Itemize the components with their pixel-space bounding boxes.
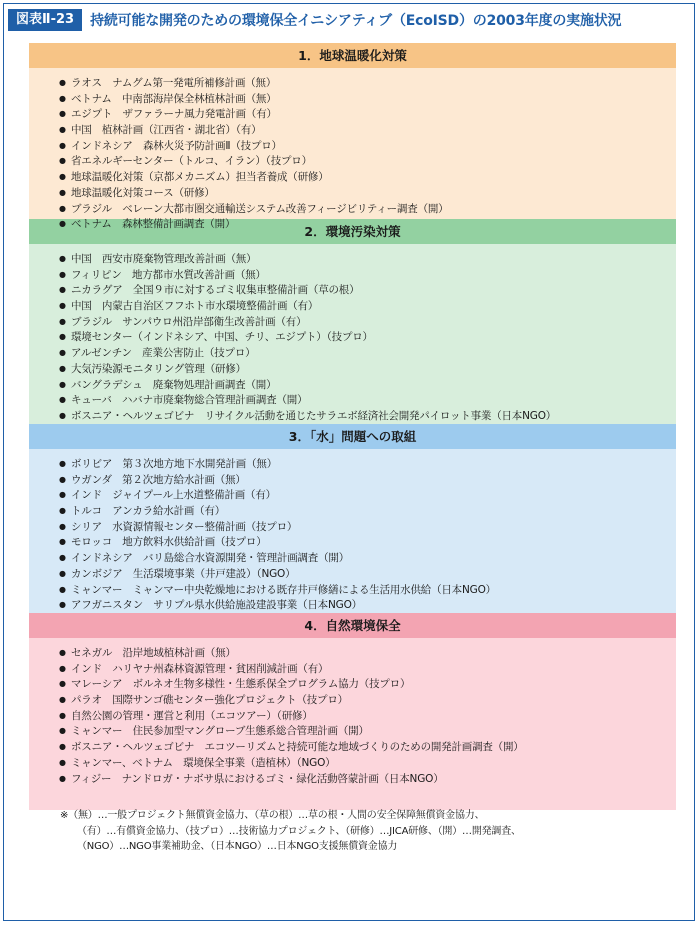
list-item [29,708,676,724]
list-item [29,282,676,298]
bullet-icon: ● [59,219,66,229]
list-item-text: 地球温暖化対策（京都メカニズム）担当者養成（研修） [71,171,329,184]
list-item [29,771,676,787]
list-item [29,298,676,314]
bullet-icon: ● [59,474,66,484]
bullet-icon: ● [59,742,66,752]
list-item-text: 大気汚染源モニタリング管理（研修） [71,362,246,375]
note-line: ※（無）…一般プロジェクト無償資金協力、（草の根）…草の根・人間の安全保障無償資金協力、 [60,810,485,821]
list-item-text: ミャンマー、ベトナム 環境保全事業（造植林）（NGO） [71,756,336,769]
bullet-icon: ● [59,140,66,150]
list-item-text: ボスニア・ヘルツェゴビナ リサイクル活動を通じたサラエボ経済社会開発パイロット事業（日本NGO） [71,409,557,422]
list-item [29,755,676,771]
bullet-icon: ● [59,348,66,358]
legend-notes [60,808,660,855]
bullet-icon: ● [59,93,66,103]
list-item [29,550,676,566]
list-item-text: シリア 水資源情報センター整備計画（技プロ） [71,520,298,533]
bullet-icon: ● [59,568,66,578]
note-line: （NGO）…NGO事業補助金、（日本NGO）…日本NGO支援無償資金協力 [77,841,398,852]
list-item [29,169,676,185]
bullet-icon: ● [59,316,66,326]
list-item-text: ウガンダ 第２次地方給水計画（無） [71,473,246,486]
list-item [29,739,676,755]
list-item-text: モロッコ 地方飲料水供給計画（技プロ） [71,536,267,549]
list-item [29,456,676,472]
list-item-text: ボスニア・ヘルツェゴビナ エコツーリズムと持続可能な地域づくりのための開発計画調査（開） [71,741,524,754]
list-item-text: ブラジル ベレーン大都市圏交通輸送システム改善フィージビリティー調査（開） [71,202,449,215]
list-item-text: アルゼンチン 産業公害防止（技プロ） [71,347,256,360]
bullet-icon: ● [59,285,66,295]
bullet-icon: ● [59,379,66,389]
list-item [29,377,676,393]
bullet-icon: ● [59,187,66,197]
list-item-text: インド ハリヤナ州森林資源管理・貧困削減計画（有） [71,662,329,675]
bullet-icon: ● [59,254,66,263]
bullet-icon: ● [59,332,66,342]
bullet-icon: ● [59,269,66,279]
list-item-text: 地球温暖化対策コース（研修） [71,186,215,199]
list-item-text: ベトナム 森林整備計画調査（開） [71,218,236,231]
list-item [29,185,676,201]
section-body [29,638,676,810]
section-body [29,449,676,613]
list-item [29,106,676,122]
bullet-icon: ● [59,203,66,213]
bullet-icon: ● [59,773,66,783]
list-item-text: パラオ 国際サンゴ礁センター強化プロジェクト（技プロ） [71,694,348,707]
section-heading: 2．環境汚染対策 [29,219,676,244]
list-item [29,392,676,408]
bullet-icon: ● [59,363,66,373]
list-item-text: 環境センター（インドネシア、中国、チリ、エジプト）（技プロ） [71,331,373,344]
list-item-text: ミャンマー ミャンマー中央乾燥地における既存井戸修繕による生活用水供給（日本NGO） [71,583,496,596]
note-line: （有）…有償資金協力、（技プロ）…技術協力プロジェクト、（研修）…JICA研修、（開）…開発調査、 [77,825,521,837]
list-item-text: インドネシア 森林火災予防計画Ⅱ（技プロ） [71,139,282,152]
list-item [29,597,676,613]
list-item-text: 省エネルギーセンター（トルコ、イラン）（技プロ） [71,155,312,168]
list-item [29,153,676,169]
bullet-icon: ● [59,584,66,594]
bullet-icon: ● [59,156,66,166]
list-item-text: 中国 内蒙古自治区フフホト市水環境整備計画（有） [71,300,319,313]
list-item-text: フィリピン 地方都市水質改善計画（無） [71,268,266,281]
list-item-text: カンボジア 生活環境事業（井戸建設）（NGO） [71,567,296,580]
figure-title: 持続可能な開発のための環境保全イニシアティブ（EcoISD）の2003年度の実施状況 [90,13,622,29]
bullet-icon: ● [59,459,66,468]
section-global-warming [29,43,676,231]
bullet-icon: ● [59,521,66,531]
list-item [29,723,676,739]
list-item-text: 中国 西安市廃棄物管理改善計画（無） [71,253,257,265]
bullet-icon: ● [59,553,66,563]
list-item [29,408,676,424]
list-item-text: インド ジャイプール上水道整備計画（有） [71,489,276,502]
list-item-text: ニカラグア 全国９市に対するゴミ収集車整備計画（草の根） [71,284,360,297]
list-item-text: ブラジル サンパウロ州沿岸部衛生改善計画（有） [71,315,307,328]
list-item-text: セネガル 沿岸地域植林計画（無） [71,647,236,659]
bullet-icon: ● [59,726,66,736]
list-item [29,345,676,361]
list-item [29,201,676,217]
list-item [29,692,676,708]
section-body [29,244,676,424]
bullet-icon: ● [59,679,66,689]
list-item-text: ミャンマー 住民参加型マングローブ生態系総合管理計画（開） [71,725,369,738]
bullet-icon: ● [59,506,66,516]
list-item-text: トルコ アンカラ給水計画（有） [71,505,226,518]
bullet-icon: ● [59,600,66,610]
bullet-icon: ● [59,710,66,720]
figure-header [8,9,621,31]
list-item [29,122,676,138]
list-item-text: フィジー ナンドロガ・ナボサ県におけるゴミ・緑化活動啓蒙計画（日本NGO） [71,772,444,785]
list-item-text: マレーシア ボルネオ生物多様性・生態系保全プログラム協力（技プロ） [71,678,411,691]
bullet-icon: ● [59,757,66,767]
section-nature-conservation [29,613,676,810]
list-item-text: インドネシア バリ島総合水資源開発・管理計画調査（開） [71,552,349,565]
bullet-icon: ● [59,490,66,500]
bullet-icon: ● [59,395,66,405]
section-heading: 3．「水」問題への取組 [29,424,676,449]
section-water-issues [29,424,676,613]
section-pollution-control [29,219,676,424]
bullet-icon: ● [59,695,66,705]
list-item [29,534,676,550]
list-item [29,314,676,330]
list-item-text: 自然公園の管理・運営と利用（エコツアー）（研修） [71,709,313,722]
list-item [29,566,676,582]
list-item-text: ラオス ナムグム第一発電所補修計画（無） [71,77,277,89]
list-item [29,503,676,519]
section-heading: 4．自然環境保全 [29,613,676,638]
list-item [29,75,676,91]
list-item [29,661,676,677]
list-item [29,329,676,345]
list-item-text: バングラデシュ 廃棄物処理計画調査（開） [71,378,277,391]
list-item [29,472,676,488]
bullet-icon: ● [59,125,66,135]
list-item [29,676,676,692]
list-item [29,267,676,283]
bullet-icon: ● [59,410,66,420]
sections-container [29,43,676,810]
bullet-icon: ● [59,109,66,119]
bullet-icon: ● [59,172,66,182]
list-item [29,487,676,503]
list-item-text: ベトナム 中南部海岸保全林植林計画（無） [71,92,277,105]
list-item [29,91,676,107]
list-item-text: エジプト ザファラーナ風力発電計画（有） [71,108,277,121]
list-item [29,582,676,598]
bullet-icon: ● [59,301,66,311]
section-heading: 1．地球温暖化対策 [29,43,676,68]
bullet-icon: ● [59,648,66,657]
section-body [29,68,676,231]
list-item [29,645,676,661]
list-item-text: 中国 植林計画（江西省・湖北省）（有） [71,124,262,137]
list-item-text: キューバ ハバナ市廃棄物総合管理計画調査（開） [71,394,308,407]
figure-label: 図表Ⅱ-23 [8,9,82,31]
list-item [29,361,676,377]
bullet-icon: ● [59,537,66,547]
list-item-text: ボリビア 第３次地方地下水開発計画（無） [71,458,277,470]
list-item-text: アフガニスタン サリプル県水供給施設建設事業（日本NGO） [71,599,362,612]
bullet-icon: ● [59,663,66,673]
bullet-icon: ● [59,78,66,87]
list-item [29,519,676,535]
list-item [29,251,676,267]
list-item [29,138,676,154]
